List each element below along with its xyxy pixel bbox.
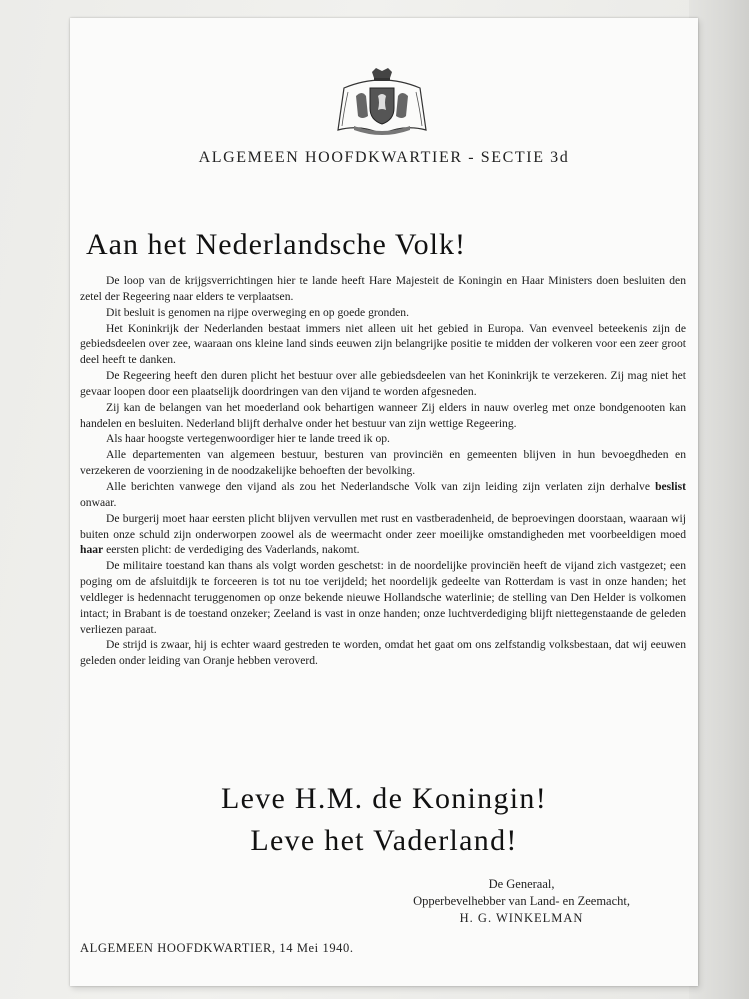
body-paragraph: De strijd is zwaar, hij is echter waard gestreden te worden, omdat het gaat om ons zelfstandig volksbestaan, dat wij eeuwen geleden onder leiding van Oranje hebben veroverd. xyxy=(80,638,686,668)
signature-role: Opperbevelhebber van Land- en Zeemacht, xyxy=(413,894,630,908)
text-run: Alle berichten vanwege den vijand als zou het Nederlandsche Volk van zijn leiding zijn verlaten zijn derhalve xyxy=(106,479,656,493)
body-paragraph: Het Koninkrijk der Nederlanden bestaat immers niet alleen uit het gebied in Europa. Van evenveel beteekenis zijn de gebiedsdeelen over zee, waaraan ons kleine land sinds eeuwen zijn belangrijke positie te midden der volkeren voor een zeer groot deel heeft te danken. xyxy=(80,321,686,367)
signature-block xyxy=(413,876,630,927)
body-paragraph: De loop van de krijgsverrichtingen hier te lande heeft Hare Majesteit de Koningin en Haar Ministers doen besluiten den zetel der Regeering naar elders te verplaatsen. xyxy=(80,274,686,303)
body-paragraph xyxy=(80,479,686,511)
proclamation-sheet xyxy=(70,18,698,986)
body-paragraph: Dit besluit is genomen na rijpe overweging en op goede gronden. xyxy=(106,305,409,319)
closing-cheer-fatherland: Leve het Vaderland! xyxy=(250,824,518,857)
text-run: eersten plicht: de verdediging des Vaderlands, nakomt. xyxy=(103,543,360,557)
section-header: ALGEMEEN HOOFDKWARTIER - SECTIE 3d xyxy=(198,149,570,166)
proclamation-headline: Aan het Nederlandsche Volk! xyxy=(86,228,466,261)
body-paragraph: Zij kan de belangen van het moederland ook behartigen wanneer Zij elders in nauw overleg met onze bondgenooten kan handelen en besluiten. Nederland blijft derhalve onder het bestuur van zijn wettige Regeering. xyxy=(80,400,686,430)
closing-cheer-queen: Leve H.M. de Koningin! xyxy=(220,782,548,815)
body-paragraph: De militaire toestand kan thans als volgt worden geschetst: in de noordelijke provinciën heeft de vijand zich vastgezet; een poging om de afsluitdijk te forceeren is tot nu toe verijdeld; het noordelijk gedeelte van Rotterdam is vast in onze handen; het veldleger is hedennacht teruggenomen op onze bekende nieuwe Hollandsche waterlinie; de stelling van Den Helder is volkomen intact; in Brabant is de toestand onzeker; Zeeland is vast in onze handen; onze luchtverdediging blijft niettegenstaande de geleden verliezen paraat. xyxy=(80,559,686,636)
body-paragraph: Als haar hoogste vertegenwoordiger hier te lande treed ik op. xyxy=(106,432,390,446)
body-paragraph: Alle departementen van algemeen bestuur, besturen van provinciën en gemeenten blijven in hun bevoegdheden en verzekeren de voorziening in de noodzakelijke behoeften der bevolking. xyxy=(80,448,686,478)
royal-coat-of-arms-icon xyxy=(334,66,430,142)
signature-title: De Generaal, xyxy=(488,877,555,891)
emphasis-text: beslist xyxy=(655,479,686,493)
footer-dateline: ALGEMEEN HOOFDKWARTIER, 14 Mei 1940. xyxy=(80,941,354,955)
emphasis-text: haar xyxy=(80,543,104,557)
text-run: onwaar. xyxy=(80,495,117,509)
background-edge xyxy=(689,0,749,999)
proclamation-body xyxy=(80,273,686,669)
signature-name: H. G. WINKELMAN xyxy=(459,911,584,925)
body-paragraph: De Regeering heeft den duren plicht het bestuur over alle gebiedsdeelen van het Koninkrijk te verzekeren. Zij mag niet het gevaar loopen door een plaatselijk doordringen van den vijand te worden afgesneden. xyxy=(80,369,686,398)
body-paragraph xyxy=(80,511,686,559)
text-run: De burgerij moet haar eersten plicht blijven vervullen met rust en vastberadenheid, de beproevingen doorstaan, waaraan wij buiten onze schuld zijn onderworpen zoowel als de weermacht onder zeer moeilijke omstandigheden met voorbeeldigen moed xyxy=(80,511,686,541)
